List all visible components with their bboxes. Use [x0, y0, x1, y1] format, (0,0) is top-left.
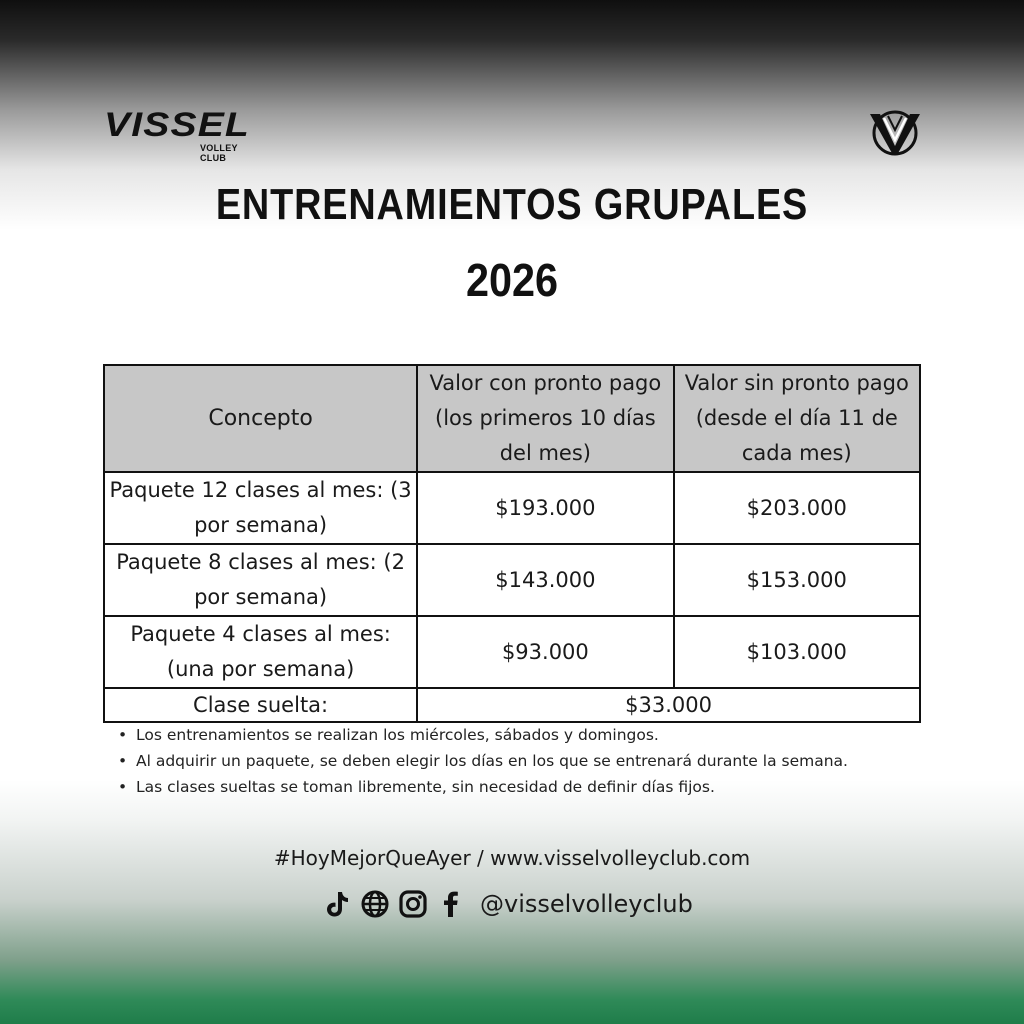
vissel-emblem-icon [866, 108, 924, 158]
social-handle[interactable]: @visselvolleyclub [480, 890, 693, 918]
notes-list [118, 722, 918, 800]
pricing-table [103, 364, 921, 723]
header-concept: Concepto [104, 365, 417, 472]
table-row [104, 472, 920, 544]
header-late-payment: Valor sin pronto pago (desde el día 11 de cada mes) [674, 365, 920, 472]
late-price-cell: $103.000 [674, 616, 920, 688]
header-early-payment: Valor con pronto pago (los primeros 10 días del mes) [417, 365, 673, 472]
early-price-cell: $193.000 [417, 472, 673, 544]
single-class-row [104, 688, 920, 722]
page-year: 2026 [465, 254, 559, 306]
facebook-icon[interactable] [436, 889, 466, 919]
early-price-cell: $143.000 [417, 544, 673, 616]
table-row [104, 544, 920, 616]
globe-icon[interactable] [360, 889, 390, 919]
concept-cell: Paquete 12 clases al mes: (3 por semana) [104, 472, 417, 544]
tiktok-icon[interactable] [322, 889, 352, 919]
hashtag-website-line: #HoyMejorQueAyer / www.visselvolleyclub.com [273, 846, 751, 870]
note-item: • Al adquirir un paquete, se deben elegir los días en los que se entrenará durante la semana. [118, 748, 918, 774]
note-item: • Los entrenamientos se realizan los miércoles, sábados y domingos. [118, 722, 918, 748]
table-header-row [104, 365, 920, 472]
social-row [322, 886, 693, 922]
table-row [104, 616, 920, 688]
page-title: ENTRENAMIENTOS GRUPALES [215, 180, 809, 229]
late-price-cell: $153.000 [674, 544, 920, 616]
instagram-icon[interactable] [398, 889, 428, 919]
concept-cell: Paquete 8 clases al mes: (2 por semana) [104, 544, 417, 616]
brand-logo [104, 106, 256, 163]
brand-name: VISSEL [104, 106, 250, 144]
single-class-label: Clase suelta: [104, 688, 417, 722]
late-price-cell: $203.000 [674, 472, 920, 544]
single-class-price: $33.000 [417, 688, 920, 722]
note-item: • Las clases sueltas se toman libremente, sin necesidad de definir días fijos. [118, 774, 918, 800]
concept-cell: Paquete 4 clases al mes: (una por semana) [104, 616, 417, 688]
early-price-cell: $93.000 [417, 616, 673, 688]
brand-subtitle: VOLLEY CLUB [200, 143, 238, 163]
